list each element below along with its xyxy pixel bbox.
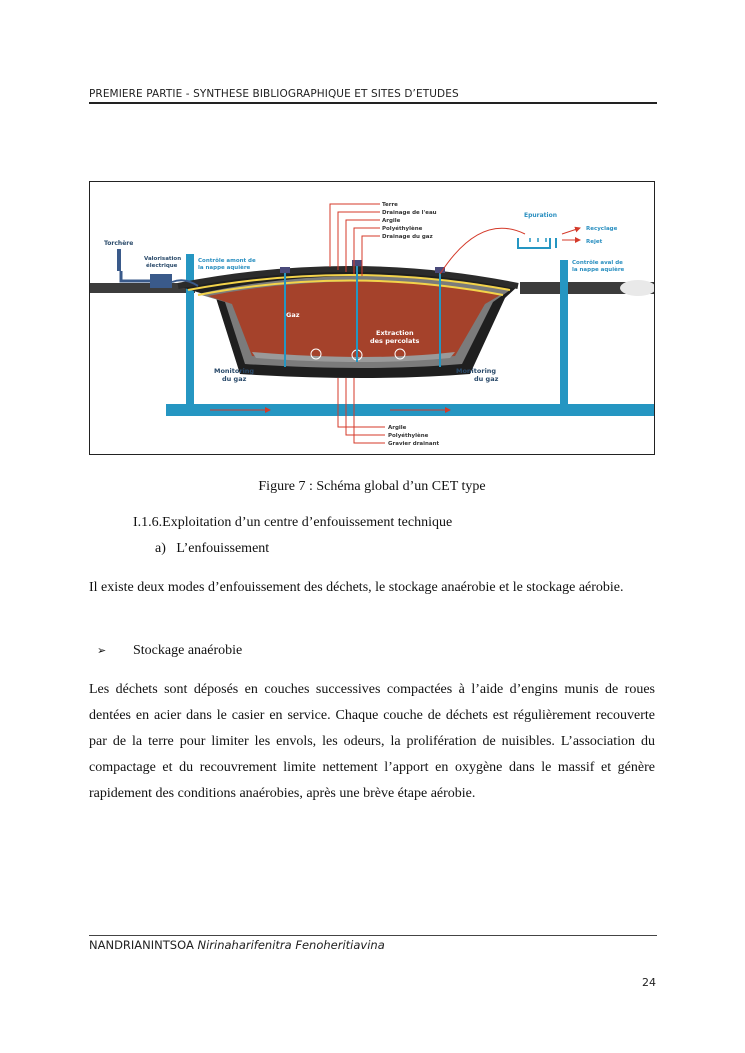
header-rule	[89, 102, 657, 104]
svg-text:Contrôle aval de: Contrôle aval de	[572, 260, 623, 266]
subsection-heading: a) L’enfouissement	[155, 541, 270, 556]
svg-text:électrique: électrique	[146, 263, 178, 269]
downstream-well	[560, 260, 568, 406]
svg-text:du gaz: du gaz	[474, 375, 499, 383]
svg-text:Drainage de l'eau: Drainage de l'eau	[382, 210, 437, 216]
bullet-text: Stockage anaérobie	[133, 643, 243, 658]
author-first-name: Nirinaharifenitra Fenoheritiavina	[197, 938, 385, 952]
paragraph-anaerobic: Les déchets sont déposés en couches successives compactées à l’aide d’engins munis de roues dentées en acier dans le casier en service. Chaque couche de déchets est régulièrement recouverte par de la terre pour limiter les envols, les odeurs, la prolifération de nuisibles. L’association du compactage et du recouvrement limite nettement l’apport en oxygène dans le massif et génère rapidement des conditions anaérobies, après une brève étape aérobie.	[89, 682, 655, 801]
author-last-name: NANDRIANINTSOA	[89, 938, 198, 952]
upstream-well	[186, 254, 194, 406]
svg-text:Polyéthylène: Polyéthylène	[382, 226, 423, 232]
svg-text:Gaz: Gaz	[286, 311, 300, 319]
label-torchere: Torchère	[104, 240, 134, 247]
svg-text:Epuration: Epuration	[524, 212, 557, 219]
svg-text:des percolats: des percolats	[370, 337, 420, 345]
svg-text:la nappe aquière: la nappe aquière	[198, 265, 251, 271]
svg-text:Rejet: Rejet	[586, 239, 603, 245]
power-unit	[150, 274, 172, 288]
footer-rule	[89, 935, 657, 936]
running-header: PREMIERE PARTIE - SYNTHESE BIBLIOGRAPHIQUE ET SITES D’ETUDES	[89, 88, 459, 100]
landfill-schematic	[90, 182, 655, 455]
svg-text:Drainage du gaz: Drainage du gaz	[382, 234, 433, 240]
svg-text:Contrôle amont de: Contrôle amont de	[198, 258, 256, 264]
svg-text:Terre: Terre	[382, 202, 398, 208]
figure-cet-diagram	[89, 181, 655, 455]
svg-text:Valorisation: Valorisation	[144, 256, 182, 262]
epuration-unit	[518, 238, 556, 248]
svg-text:Monitoring: Monitoring	[214, 367, 255, 375]
page-number: 24	[642, 976, 656, 989]
footer-author	[89, 938, 385, 952]
bullet-item	[97, 643, 242, 659]
svg-text:du gaz: du gaz	[222, 375, 247, 383]
torch	[117, 249, 121, 271]
svg-text:Extraction: Extraction	[376, 329, 414, 337]
arrow-bullet-icon: ➢	[97, 644, 107, 657]
svg-text:Monitoring: Monitoring	[456, 367, 497, 375]
svg-text:Argile: Argile	[388, 425, 407, 431]
svg-text:Gravier drainant: Gravier drainant	[388, 441, 440, 447]
svg-text:Polyéthylène: Polyéthylène	[388, 433, 429, 439]
svg-text:la nappe aquière: la nappe aquière	[572, 267, 625, 273]
section-heading: I.1.6.Exploitation d’un centre d’enfouissement technique	[133, 515, 453, 530]
svg-text:Recyclage: Recyclage	[586, 226, 618, 232]
svg-text:Argile: Argile	[382, 218, 401, 224]
figure-caption: Figure 7 : Schéma global d’un CET type	[258, 479, 486, 494]
waste-body	[208, 281, 502, 360]
paragraph-modes: Il existe deux modes d’enfouissement des déchets, le stockage anaérobie et le stockage aérobie.	[89, 580, 624, 595]
